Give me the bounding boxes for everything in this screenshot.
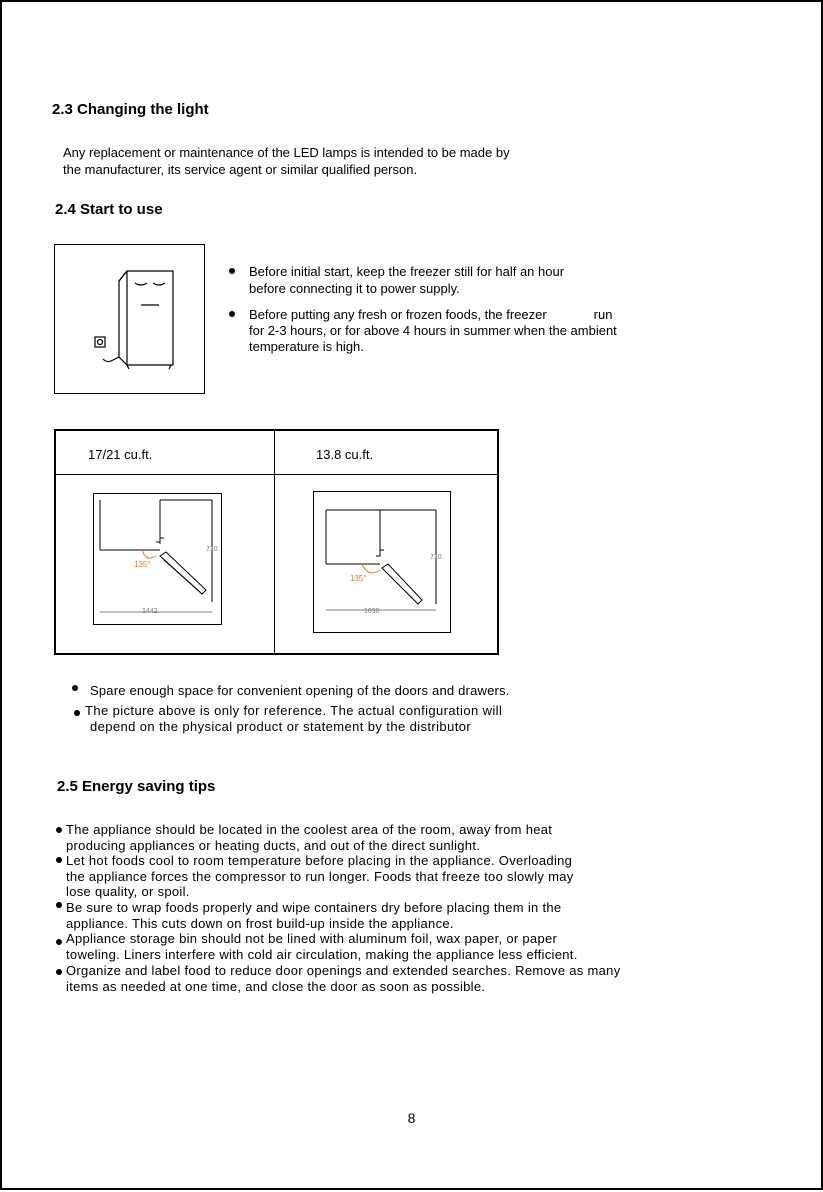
section-2-4-title: 2.4 Start to use [55, 201, 163, 218]
clearance-table [54, 429, 499, 655]
start-bullet-1-line-1: Before initial start, keep the freezer still for half an hour [249, 264, 565, 279]
diagram-left [93, 493, 222, 625]
tip-5-line-2: items as needed at one time, and close the door as soon as possible. [66, 979, 486, 994]
bullet-dot [229, 311, 235, 317]
section-2-5-title: 2.5 Energy saving tips [57, 778, 216, 795]
door-clearance-diagram-right [314, 492, 450, 632]
bullet-dot [72, 685, 78, 691]
diagram-right [313, 491, 451, 633]
note-1-line-1: Spare enough space for convenient opening of the doors and drawers. [90, 683, 510, 698]
width-dim-right: 1030 [364, 608, 380, 615]
bullet-dot [229, 268, 235, 274]
page-border-bottom [0, 1188, 823, 1190]
col2-header: 13.8 cu.ft. [316, 447, 374, 462]
angle-label-left: 135° [134, 560, 151, 569]
section-2-3-title: 2.3 Changing the light [52, 101, 209, 118]
page-border-top [0, 0, 823, 2]
bullet-dot [56, 902, 62, 908]
tip-3-line-2: appliance. This cuts down on frost build-up inside the appliance. [66, 916, 454, 931]
note-2-line-2: depend on the physical product or statement by the distributor [90, 719, 472, 734]
tip-4-line-1: Appliance storage bin should not be lined with aluminum foil, wax paper, or paper [66, 931, 558, 946]
tip-2-line-3: lose quality, or spoil. [66, 884, 190, 899]
bullet-dot [74, 710, 80, 716]
section-2-3-line-1: Any replacement or maintenance of the LED lamps is intended to be made by [63, 145, 510, 160]
bullet-dot [56, 827, 62, 833]
table-header-divider [56, 474, 497, 475]
col1-header: 17/21 cu.ft. [88, 447, 153, 462]
angle-label-right: 135° [350, 574, 367, 583]
depth-dim-left: 710 [206, 546, 218, 553]
tip-2-line-2: the appliance forces the compressor to run longer. Foods that freeze too slowly may [66, 869, 574, 884]
door-clearance-diagram-left [94, 494, 221, 624]
tip-5-line-1: Organize and label food to reduce door openings and extended searches. Remove as many [66, 963, 621, 978]
section-2-3-line-2: the manufacturer, its service agent or similar qualified person. [63, 162, 418, 177]
page-number: 8 [407, 1110, 416, 1126]
start-bullet-1-line-2: before connecting it to power supply. [249, 281, 460, 296]
note-2-line-1: The picture above is only for reference. The actual configuration will [85, 703, 503, 718]
tip-1-line-2: producing appliances or heating ducts, and out of the direct sunlight. [66, 838, 481, 853]
tip-1-line-1: The appliance should be located in the coolest area of the room, away from heat [66, 822, 553, 837]
tip-4-line-2: toweling. Liners interfere with cold air circulation, making the appliance less efficient. [66, 947, 578, 962]
width-dim-left: 1442 [142, 608, 158, 615]
tip-3-line-1: Be sure to wrap foods properly and wipe containers dry before placing them in the [66, 900, 562, 915]
bullet-dot [56, 939, 62, 945]
start-bullet-2-line-3: temperature is high. [249, 339, 364, 354]
table-column-divider [274, 431, 275, 653]
bullet-dot [56, 969, 62, 975]
start-bullet-2-line-2: for 2-3 hours, or for above 4 hours in summer when the ambient [249, 323, 617, 338]
freezer-illustration [54, 244, 205, 394]
freezer-plug-icon [55, 245, 204, 393]
page-border-left [0, 0, 2, 1190]
start-bullet-2-line-1: Before putting any fresh or frozen foods, the freezer run [249, 307, 613, 322]
depth-dim-right: 710 [430, 554, 442, 561]
tip-2-line-1: Let hot foods cool to room temperature before placing in the appliance. Overloading [66, 853, 573, 868]
bullet-dot [56, 857, 62, 863]
